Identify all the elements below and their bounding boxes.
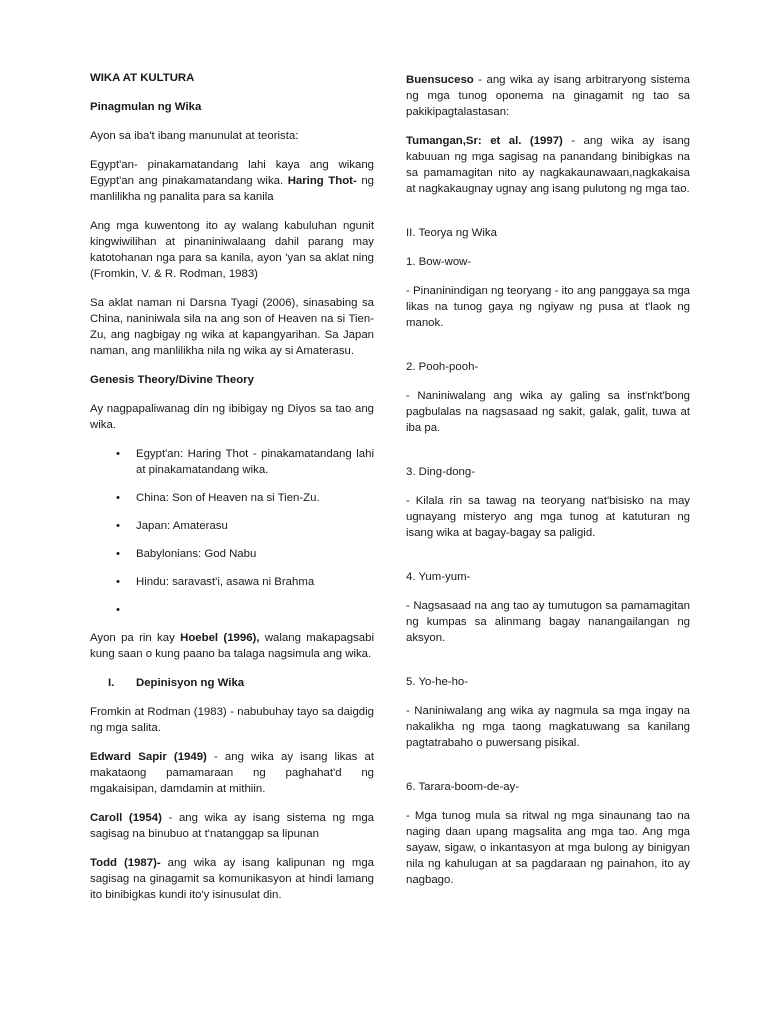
todd-citation: Todd (1987)- (90, 857, 161, 869)
theory-title: 4. Yum-yum- (406, 571, 471, 583)
theory-description: - Pinaninindigan ng teoryang - ito ang panggaya sa mga likas na tunog gaya ng ngiyaw ng pusa at t'laok ng manok. (406, 285, 690, 329)
caroll-paragraph: Caroll (1954) - ang wika ay isang sistema ng mga sagisag na binubuo at t'natanggap sa lipunan (90, 812, 374, 840)
theory-title: 5. Yo-he-ho- (406, 676, 469, 688)
bullet-icon: • (116, 576, 120, 588)
egyptian-text: pinakamatandang lahi kaya ang wikang Egypt'an ang pinakamatandang wika. (90, 159, 374, 187)
genesis-heading: Genesis Theory/Divine Theory (90, 374, 254, 386)
list-item (90, 602, 374, 618)
buensuceso-citation: Buensuceso (406, 74, 474, 86)
document-title: WIKA AT KULTURA (90, 72, 195, 84)
theory-title: 3. Ding-dong- (406, 466, 476, 478)
theory-description: - Nagsasaad na ang tao ay tumutugon sa pamamagitan ng kumpas sa alinmang bagay nanangailangan ng aksyon. (406, 600, 690, 644)
section-number: I. (108, 677, 115, 689)
egyptian-label: Egypt'an- (90, 159, 138, 171)
fromkin-paragraph: Fromkin at Rodman (1983) - nabubuhay tayo sa daigdig ng mga salita. (90, 706, 374, 734)
thot-label: Haring Thot- (287, 175, 357, 187)
definition-section-heading (90, 675, 374, 691)
section-subtitle: Pinagmulan ng Wika (90, 101, 202, 113)
list-item: • China: Son of Heaven na si Tien-Zu. (116, 492, 320, 504)
right-column (406, 72, 690, 901)
tumangan-citation: Tumangan,Sr: et al. (1997) (406, 135, 563, 147)
bullet-icon: • (116, 548, 120, 560)
theory-title: 6. Tarara-boom-de-ay- (406, 781, 520, 793)
spacer (406, 210, 690, 225)
hoebel-citation: Hoebel (1996), (180, 632, 260, 644)
spacer (406, 659, 690, 674)
theory-description: - Kilala rin sa tawag na teoryang nat'bisisko na may ugnayang misteryo ang mga tunog at katuturan ng isang wika at bagay-bagay sa paligid. (406, 495, 690, 539)
list-item: • Japan: Amaterasu (116, 520, 228, 532)
buensuceso-paragraph: Buensuceso - ang wika ay isang arbitraryong sistema ng mga tunog oponema na ginagamit ng tao sa pakikipagtalastasan: (406, 74, 690, 118)
kuwento-paragraph: Ang mga kuwentong ito ay walang kabuluhan ngunit kingwiwilihan at pinaniniwalaang dahil parang may katotohanan nga para sa kanila, ayon 'yan sa aklat ning (Fromkin, V. & R. Rodman, 1983) (90, 220, 374, 280)
spacer (406, 449, 690, 464)
list-item: • Hindu: saravast'i, asawa ni Brahma (116, 576, 315, 588)
spacer (406, 344, 690, 359)
sapir-paragraph: Edward Sapir (1949) - ang wika ay isang likas at makataong pamamaraan ng paghahat'd ng mgakaisipan, damdamin at mithiin. (90, 751, 374, 795)
left-column (90, 70, 374, 916)
todd-paragraph: Todd (1987)- ang wika ay isang kalipunan ng mga sagisag na ginagamit sa komunikasyon at hindi lamang ito binibigkas kundi ito'y isinusulat din. (90, 857, 374, 901)
list-item: • Babylonians: God Nabu (116, 548, 257, 560)
bullet-icon: • (116, 448, 120, 460)
theory-description: - Mga tunog mula sa ritwal ng mga sinaunang tao na naging daan upang magsalita ang mga tao. Ang mga sayaw, sigaw, o inkantasyon at mga bulong ay binigyan nila ng kahulugan at sa pagdaraan ng painahon, ito ay nagbago. (406, 810, 690, 886)
tyagi-paragraph: Sa aklat naman ni Darsna Tyagi (2006), sinasabing sa China, naniniwala sila na ang son of Heaven na si Tien-Zu, ang nagbigay ng wika at kapangyarihan. Sa Japan naman, ang manlilikha nila ng wika ay si Amaterasu. (90, 297, 374, 357)
list-item: • Egypt'an: Haring Thot - pinakamatandang lahi at pinakamatandang wika. (116, 448, 374, 476)
spacer (406, 764, 690, 779)
section-title: Depinisyon ng Wika (136, 677, 245, 689)
hoebel-paragraph: Ayon pa rin kay Hoebel (1996), walang makapagsabi kung saan o kung paano ba talaga nagsimula ang wika. (90, 632, 374, 660)
bullet-icon: • (116, 520, 120, 532)
caroll-citation: Caroll (1954) (90, 812, 162, 824)
egyptian-paragraph (90, 157, 374, 205)
tumangan-paragraph: Tumangan,Sr: et al. (1997) - ang wika ay isang kabuuan ng mga sagisag na panandang binibigkas na sa pamamagitan nito ay nagkakaunawaan,nagkakaisa at nagkakaugnay ugnay ang isang pulutong ng mga tao. (406, 135, 690, 195)
origin-bullet-list (90, 446, 374, 618)
theory-title: 2. Pooh-pooh- (406, 361, 479, 373)
teorya-heading: II. Teorya ng Wika (406, 227, 497, 239)
theory-description: - Naniniwalang ang wika ay nagmula sa mga ingay na nakalikha ng mga taong magkatuwang sa kanilang pagtatrabaho o puwersang pisikal. (406, 705, 690, 749)
intro-paragraph: Ayon sa iba't ibang manunulat at teorista: (90, 130, 299, 142)
spacer (406, 554, 690, 569)
bullet-icon: • (116, 604, 120, 616)
theory-description: - Naniniwalang ang wika ay galing sa inst'nkt'bong pagbulalas na nagsasaad ng sakit, galak, galit, tuwa at iba pa. (406, 390, 690, 434)
sapir-citation: Edward Sapir (1949) (90, 751, 207, 763)
theory-title: 1. Bow-wow- (406, 256, 472, 268)
genesis-paragraph: Ay nagpapaliwanag din ng ibibigay ng Diyos sa tao ang wika. (90, 403, 374, 431)
bullet-icon: • (116, 492, 120, 504)
thot-text: ng manlilikha ng panalita para sa kanila (90, 175, 374, 203)
